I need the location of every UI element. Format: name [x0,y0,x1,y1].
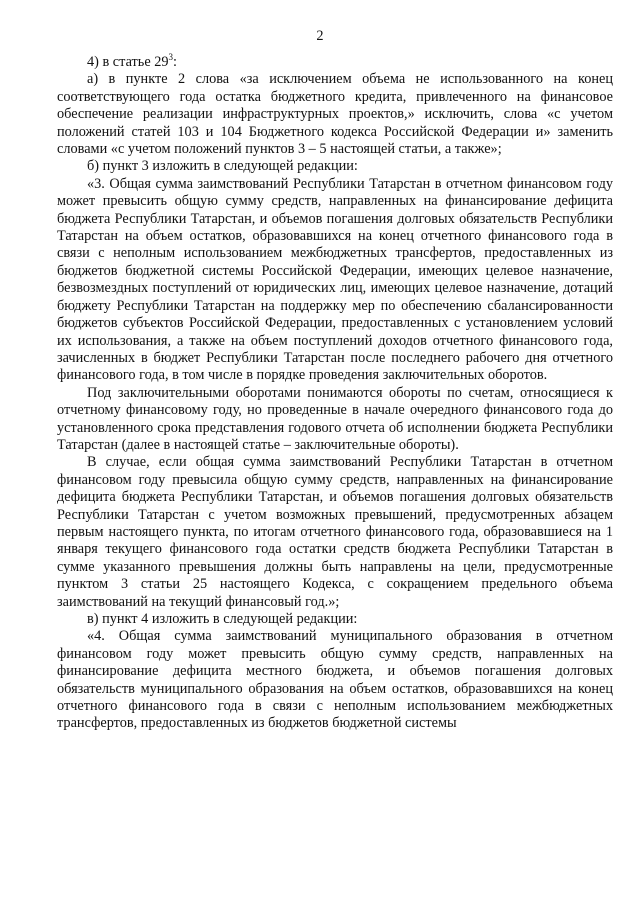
paragraph-excess-case: В случае, если общая сумма заимствований Республики Татарстан в отчетном финансовом году превысила общую сумму средств, направленных на финансирование дефицита бюджета Республики Татарстан, и объемов погашения долговых обязательств Республики Татарстан с учетом возможных превышений, предусмотренных абзацем первым настоящего пункта, по итогам отчетного финансового года, образовавшиеся на 1 января текущего финансового года остатки средств бюджета Республики Татарстан в сумме указанного превышения должны быть направлены на цели, предусмотренные пунктом 3 статьи 25 настоящего Кодекса, с сокращением предельного объема заимствований на текущий финансовый год.»; [57,454,613,610]
paragraph-final-turnovers: Под заключительными оборотами понимаются обороты по счетам, относящиеся к отчетному финансовому году, но проведенные в начале очередного финансового года до установленного срока представления годового отчета об исполнении бюджета Республики Татарстан (далее в настоящей статье – заключительные обороты). [57,384,613,453]
paragraph-clause-3: «3. Общая сумма заимствований Республики Татарстан в отчетном финансовом году может превысить общую сумму средств, направленных на финансирование дефицита бюджета Республики Татарстан, и объемов погашения долговых обязательств Республики Татарстан на объем остатков, образовавшихся на конец отчетного финансового года в связи с неполным использованием межбюджетных трансфертов, предоставленных из бюджетов бюджетной системы Российской Федерации, имеющих целевое назначение, безвозмездных поступлений от юридических лиц, имеющих целевое назначение, дотаций бюджету Республики Татарстан на поддержку мер по обеспечению сбалансированности бюджетов субъектов Российской Федерации, предоставленных с установлением условий их использования, а также на объем поступлений доходов отчетного финансового года, зачисленных в бюджет Республики Татарстан после последнего рабочего дня отчетного финансового года, в том числе в порядке проведения заключительных оборотов. [57,175,613,384]
document-body [57,54,613,733]
paragraph-subitem-v: в) пункт 4 изложить в следующей редакции: [87,611,358,627]
paragraph-article-heading [57,54,613,71]
article-heading-text: 4) в статье 29 [87,54,169,70]
article-heading-colon: : [173,54,178,70]
paragraph-subitem-a: а) в пункте 2 слова «за исключением объема не использованного на конец соответствующего года остатка бюджетного кредита, привлеченного на финансовое обеспечение реализации инфраструктурных проектов,» исключить, слова «с учетом положений статей 103 и 104 Бюджетного кодекса Российской Федерации и» заменить словами «с учетом положений пунктов 3 – 5 настоящей статьи, а также»; [57,71,613,158]
page-number: 2 [316,28,324,44]
article-number-superscript: 3 [168,52,174,63]
paragraph-clause-4: «4. Общая сумма заимствований муниципального образования в отчетном финансовом году может превысить общую сумму средств, направленных на финансирование дефицита местного бюджета, и объемов погашения долговых обязательств муниципального образования на объем остатков, образовавшихся на конец отчетного финансового года в связи с неполным использованием межбюджетных трансфертов, предоставленных из бюджетов бюджетной системы [57,628,613,732]
paragraph-subitem-b: б) пункт 3 изложить в следующей редакции: [87,158,358,175]
